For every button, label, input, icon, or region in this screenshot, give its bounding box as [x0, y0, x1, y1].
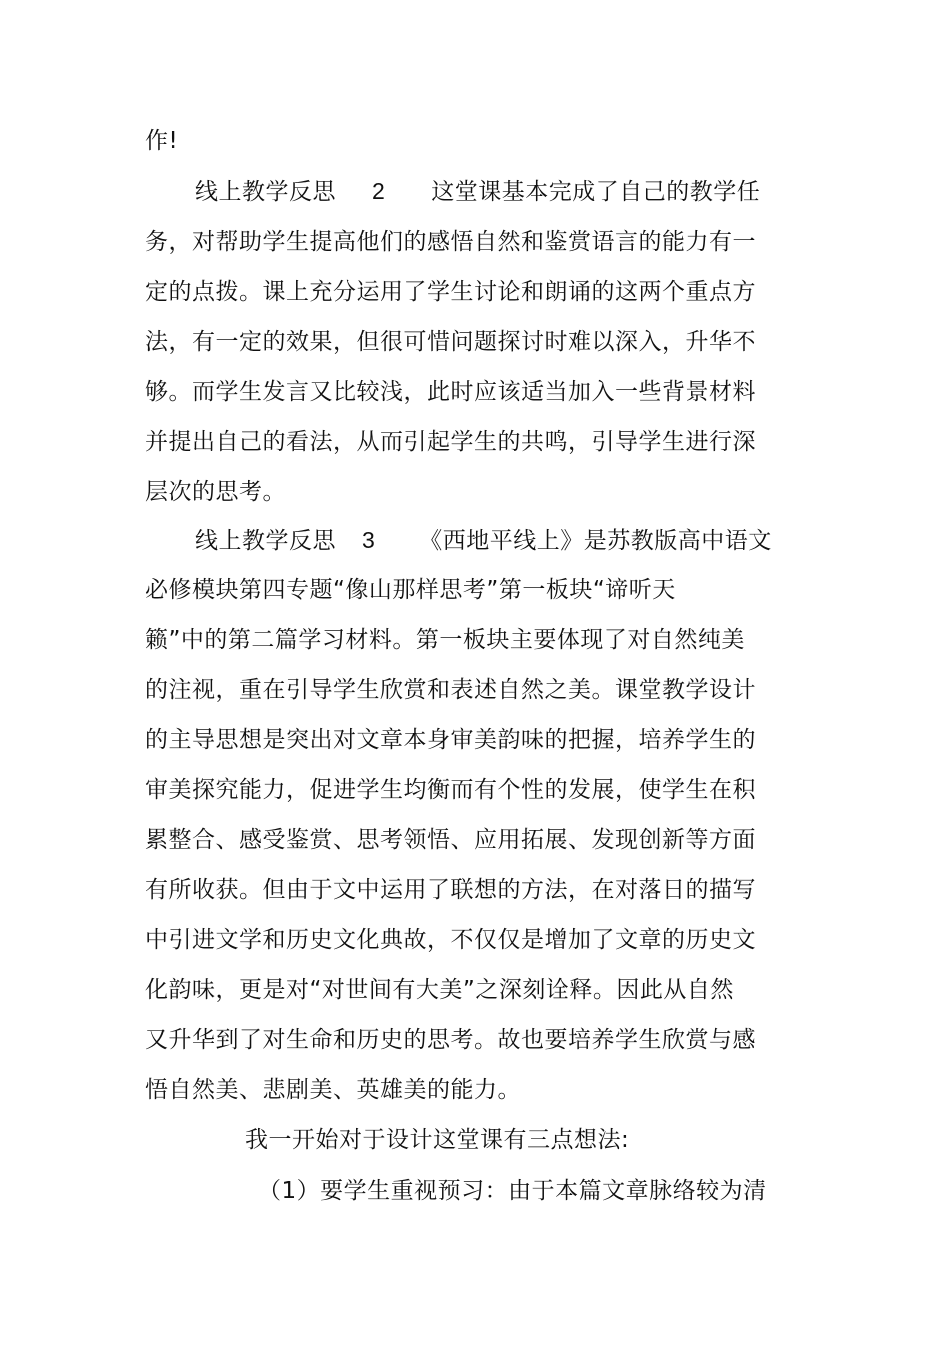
section-number: 3: [362, 527, 376, 553]
text-line: 并提出自己的看法，从而引起学生的共鸣，引导学生进行深: [145, 429, 756, 455]
text-line: 审美探究能力，促进学生均衡而有个性的发展，使学生在积: [145, 777, 756, 803]
text-line: 必修模块第四专题“像山那样思考”第一板块“谛听天: [145, 577, 676, 603]
section-text: 《西地平线上》是苏教版高中语文: [419, 528, 772, 554]
text-line: （1）要学生重视预习：由于本篇文章脉络较为清: [258, 1178, 767, 1204]
text-line: 累整合、感受鉴赏、思考领悟、应用拓展、发现创新等方面: [145, 827, 756, 853]
text-line: 又升华到了对生命和历史的思考。故也要培养学生欣赏与感: [145, 1027, 756, 1053]
section-label: 线上教学反思: [195, 528, 336, 554]
text-line: 层次的思考。: [145, 479, 286, 505]
section-number: 2: [372, 178, 386, 204]
text-line: 悟自然美、悲剧美、英雄美的能力。: [145, 1077, 521, 1103]
text-line: 够。而学生发言又比较浅，此时应该适当加入一些背景材料: [145, 379, 756, 405]
text-line: 有所收获。但由于文中运用了联想的方法，在对落日的描写: [145, 877, 756, 903]
text-line: 定的点拨。课上充分运用了学生讨论和朗诵的这两个重点方: [145, 279, 756, 305]
text-line: 作!: [145, 128, 179, 154]
section-label: 线上教学反思: [195, 179, 336, 205]
text-line: 的主导思想是突出对文章本身审美韵味的把握，培养学生的: [145, 727, 756, 753]
section-text: 这堂课基本完成了自己的教学任: [431, 179, 761, 205]
section-heading-2: [195, 176, 760, 207]
text-line: 中引进文学和历史文化典故，不仅仅是增加了文章的历史文: [145, 927, 756, 953]
text-line: 我一开始对于设计这堂课有三点想法:: [245, 1127, 630, 1153]
text-line: 化韵味，更是对“对世间有大美”之深刻诠释。因此从自然: [145, 977, 734, 1003]
text-line: 籁”中的第二篇学习材料。第一板块主要体现了对自然纯美: [145, 627, 745, 653]
text-line: 的注视，重在引导学生欣赏和表述自然之美。课堂教学设计: [145, 677, 756, 703]
text-line: 务，对帮助学生提高他们的感悟自然和鉴赏语言的能力有一: [145, 229, 756, 255]
section-heading-3: [195, 525, 772, 556]
text-line: 法，有一定的效果，但很可惜问题探讨时难以深入，升华不: [145, 329, 756, 355]
